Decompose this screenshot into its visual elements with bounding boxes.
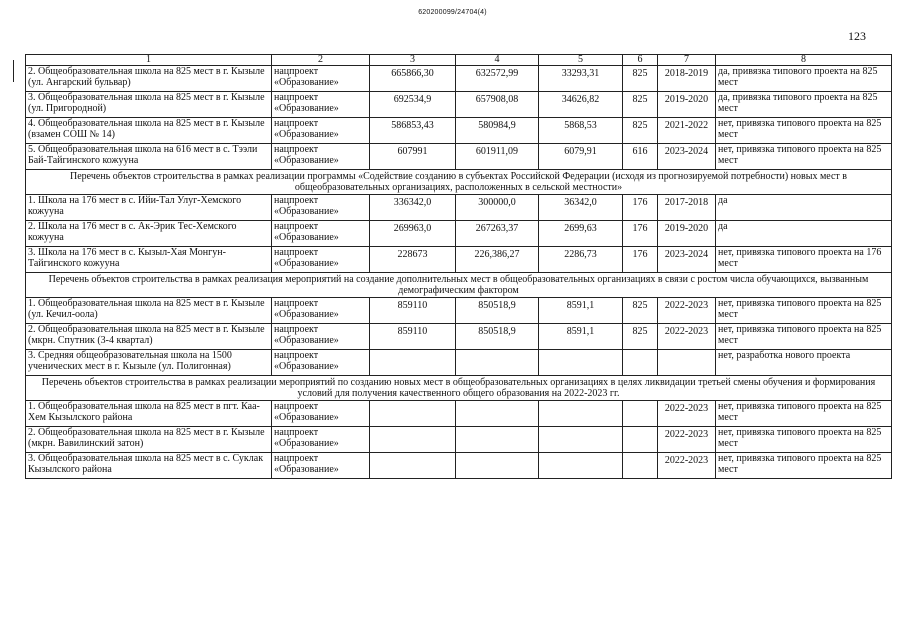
table-cell: 2019-2020 <box>658 92 716 118</box>
column-header-row <box>26 55 892 66</box>
table-cell <box>658 350 716 376</box>
table-row <box>26 427 892 453</box>
margin-mark <box>13 60 14 82</box>
section-title-row <box>26 170 892 195</box>
table-cell: 8591,1 <box>539 298 623 324</box>
table-cell: нет, привязка типового проекта на 825 мест <box>716 118 892 144</box>
section-title: Перечень объектов строительства в рамках реализация мероприятий на создание дополнительных мест в общеобразовательных организациях в связи с ростом числа обучающихся, вызванным демографическим фактором <box>26 273 892 298</box>
table-cell <box>623 427 658 453</box>
table-cell: 176 <box>623 221 658 247</box>
table-row <box>26 350 892 376</box>
table-cell: 2022-2023 <box>658 401 716 427</box>
table-row <box>26 247 892 273</box>
table-cell: 616 <box>623 144 658 170</box>
table-cell <box>539 350 623 376</box>
table-row <box>26 144 892 170</box>
table-cell: 176 <box>623 247 658 273</box>
table-cell: 336342,0 <box>370 195 456 221</box>
table-cell: нацпроект «Образование» <box>272 298 370 324</box>
table-cell <box>456 401 539 427</box>
table-cell: нет, привязка типового проекта на 825 мест <box>716 401 892 427</box>
table-cell: нацпроект «Образование» <box>272 247 370 273</box>
construction-objects-table <box>25 54 892 479</box>
table-cell: 2286,73 <box>539 247 623 273</box>
table-row <box>26 298 892 324</box>
table-cell: нет, привязка типового проекта на 825 мест <box>716 144 892 170</box>
table-cell: 36342,0 <box>539 195 623 221</box>
table-cell: 825 <box>623 92 658 118</box>
table-cell: 586853,43 <box>370 118 456 144</box>
table-cell: 2699,63 <box>539 221 623 247</box>
table-cell: 859110 <box>370 298 456 324</box>
table-cell: 3. Школа на 176 мест в с. Кызыл-Хая Монгун-Тайгинского кожууна <box>26 247 272 273</box>
table-cell <box>370 350 456 376</box>
column-header: 1 <box>26 55 272 66</box>
table-cell: нацпроект «Образование» <box>272 144 370 170</box>
table-cell: 825 <box>623 66 658 92</box>
table-cell: 3. Общеобразовательная школа на 825 мест в г. Кызыле (ул. Пригородной) <box>26 92 272 118</box>
table-cell: 5868,53 <box>539 118 623 144</box>
page-number: 123 <box>848 29 866 43</box>
table-cell: 1. Общеобразовательная школа на 825 мест в пгт. Каа-Хем Кызылского района <box>26 401 272 427</box>
table-cell: 267263,37 <box>456 221 539 247</box>
table-cell: 176 <box>623 195 658 221</box>
table-cell <box>370 401 456 427</box>
table-cell: да, привязка типового проекта на 825 мест <box>716 66 892 92</box>
table-cell: 1. Школа на 176 мест в с. Ийи-Тал Улуг-Хемского кожууна <box>26 195 272 221</box>
table-cell <box>456 427 539 453</box>
table-cell: 6079,91 <box>539 144 623 170</box>
table-cell: 580984,9 <box>456 118 539 144</box>
section-title-row <box>26 376 892 401</box>
column-header: 6 <box>623 55 658 66</box>
table-cell: 2022-2023 <box>658 298 716 324</box>
table-row <box>26 453 892 479</box>
section-title-row <box>26 273 892 298</box>
table-cell <box>370 453 456 479</box>
table-cell: да <box>716 195 892 221</box>
table-cell: нацпроект «Образование» <box>272 453 370 479</box>
column-header: 2 <box>272 55 370 66</box>
table-cell: 632572,99 <box>456 66 539 92</box>
table-cell: нет, привязка типового проекта на 825 мест <box>716 453 892 479</box>
table-cell <box>456 453 539 479</box>
table-cell: нацпроект «Образование» <box>272 350 370 376</box>
table-cell <box>623 401 658 427</box>
table-cell: 2. Школа на 176 мест в с. Ак-Эрик Тес-Хемского кожууна <box>26 221 272 247</box>
table-cell <box>370 427 456 453</box>
table-cell: 859110 <box>370 324 456 350</box>
table-cell: 2023-2024 <box>658 247 716 273</box>
table-cell: 601911,09 <box>456 144 539 170</box>
table-cell: нацпроект «Образование» <box>272 92 370 118</box>
table-row <box>26 401 892 427</box>
table-cell: 2. Общеобразовательная школа на 825 мест в г. Кызыле (мкрн. Спутник (3-4 квартал) <box>26 324 272 350</box>
table-cell: 2. Общеобразовательная школа на 825 мест в г. Кызыле (мкрн. Вавилинский затон) <box>26 427 272 453</box>
column-header: 3 <box>370 55 456 66</box>
document-id: 620200099/24704(4) <box>418 9 487 16</box>
table-cell: 2022-2023 <box>658 324 716 350</box>
table-cell: 2019-2020 <box>658 221 716 247</box>
table-cell: 665866,30 <box>370 66 456 92</box>
table-cell <box>623 350 658 376</box>
table-cell: нацпроект «Образование» <box>272 324 370 350</box>
table-cell: да, привязка типового проекта на 825 мест <box>716 92 892 118</box>
table-row <box>26 118 892 144</box>
table-cell: 825 <box>623 298 658 324</box>
table-cell: 2022-2023 <box>658 453 716 479</box>
table-cell: 607991 <box>370 144 456 170</box>
table-cell: 2. Общеобразовательная школа на 825 мест в г. Кызыле (ул. Ангарский бульвар) <box>26 66 272 92</box>
table-body <box>26 55 892 479</box>
table-cell: 300000,0 <box>456 195 539 221</box>
column-header: 7 <box>658 55 716 66</box>
table-cell: нацпроект «Образование» <box>272 66 370 92</box>
table-cell: нет, привязка типового проекта на 825 мест <box>716 427 892 453</box>
table-cell: 3. Общеобразовательная школа на 825 мест в с. Суклак Кызылского района <box>26 453 272 479</box>
table-cell <box>539 427 623 453</box>
table-cell <box>623 453 658 479</box>
table-cell: 2022-2023 <box>658 427 716 453</box>
table-cell <box>456 350 539 376</box>
table-cell: 3. Средняя общеобразовательная школа на 1500 ученических мест в г. Кызыле (ул. Полигонная) <box>26 350 272 376</box>
table-cell: 850518,9 <box>456 298 539 324</box>
table-cell: 2017-2018 <box>658 195 716 221</box>
table-cell: нацпроект «Образование» <box>272 221 370 247</box>
table-cell: 850518,9 <box>456 324 539 350</box>
table-cell: нет, разработка нового проекта <box>716 350 892 376</box>
table-cell <box>539 401 623 427</box>
table-cell: 2023-2024 <box>658 144 716 170</box>
table-row <box>26 324 892 350</box>
table-cell: 1. Общеобразовательная школа на 825 мест в г. Кызыле (ул. Кечил-оола) <box>26 298 272 324</box>
table-cell: нацпроект «Образование» <box>272 195 370 221</box>
table-row <box>26 66 892 92</box>
table-cell: нацпроект «Образование» <box>272 427 370 453</box>
table-cell: нет, привязка типового проекта на 176 мест <box>716 247 892 273</box>
table-cell: 4. Общеобразовательная школа на 825 мест в г. Кызыле (взамен СОШ № 14) <box>26 118 272 144</box>
table-row <box>26 221 892 247</box>
table-row <box>26 92 892 118</box>
column-header: 8 <box>716 55 892 66</box>
column-header: 4 <box>456 55 539 66</box>
section-title: Перечень объектов строительства в рамках реализации программы «Содействие созданию в субъектах Российской Федерации (исходя из прогнозируемой потребности) новых мест в общеобразовательных организациях, расположенных в сельской местности» <box>26 170 892 195</box>
table-cell: да <box>716 221 892 247</box>
table-cell: 269963,0 <box>370 221 456 247</box>
table-cell: нацпроект «Образование» <box>272 401 370 427</box>
table-cell: 825 <box>623 324 658 350</box>
table-cell: 34626,82 <box>539 92 623 118</box>
column-header: 5 <box>539 55 623 66</box>
table-cell: 2018-2019 <box>658 66 716 92</box>
table-cell: нет, привязка типового проекта на 825 мест <box>716 324 892 350</box>
table-cell: 33293,31 <box>539 66 623 92</box>
table-cell: 228673 <box>370 247 456 273</box>
table-cell: нацпроект «Образование» <box>272 118 370 144</box>
table-cell: 5. Общеобразовательная школа на 616 мест в с. Тээли Бай-Тайгинского кожууна <box>26 144 272 170</box>
section-title: Перечень объектов строительства в рамках реализации мероприятий по созданию новых мест в общеобразовательных организациях в целях ликвидации третьей смены обучения и формирования условий для получения качественного общего образования на 2022-2023 гг. <box>26 376 892 401</box>
table-row <box>26 195 892 221</box>
table-cell: 825 <box>623 118 658 144</box>
table-cell: 226,386,27 <box>456 247 539 273</box>
table-cell: 8591,1 <box>539 324 623 350</box>
table-cell: 692534,9 <box>370 92 456 118</box>
table-cell: 2021-2022 <box>658 118 716 144</box>
table-cell <box>539 453 623 479</box>
table-cell: 657908,08 <box>456 92 539 118</box>
table-cell: нет, привязка типового проекта на 825 мест <box>716 298 892 324</box>
